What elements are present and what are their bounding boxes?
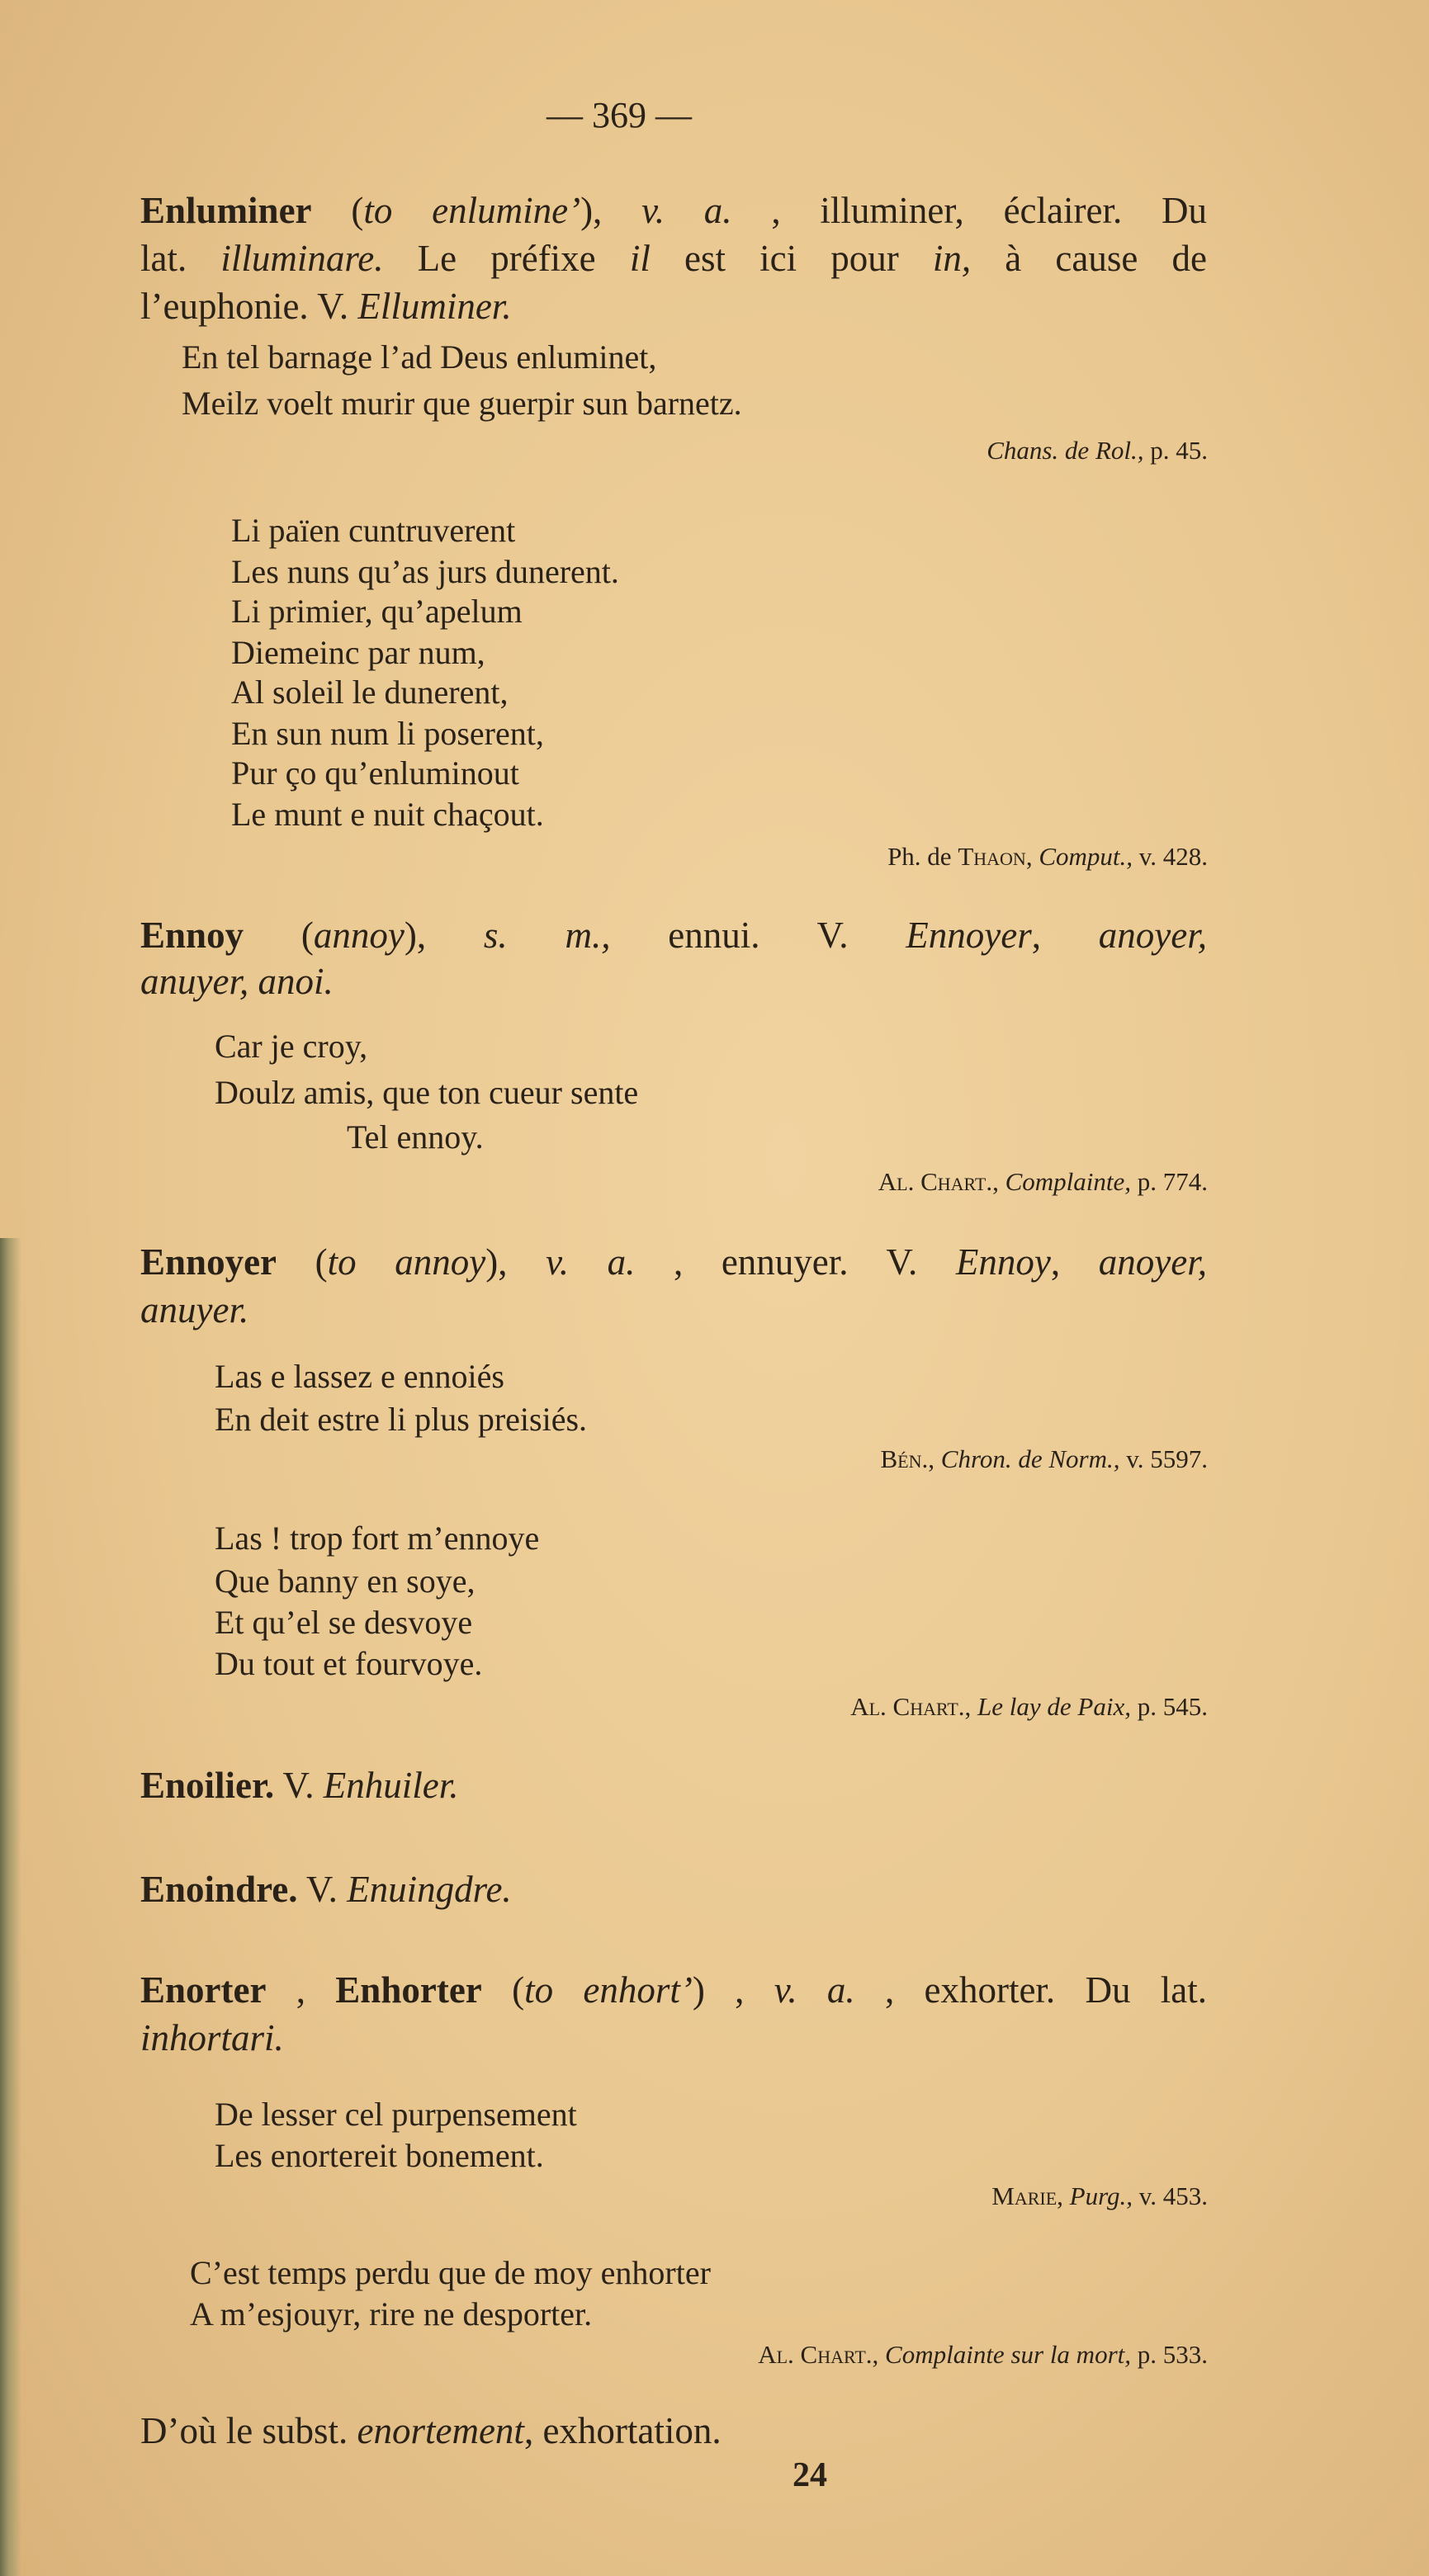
italic-text: Comput., <box>1039 842 1133 871</box>
text-segment: En sun num li poserent, <box>231 715 544 752</box>
text-segment: Le préfixe <box>383 238 630 279</box>
italic-text: Enhuiler. <box>323 1765 459 1806</box>
text-segment: , <box>992 1167 1006 1196</box>
text-segment: ennui. V. <box>610 915 906 956</box>
signature-mark: 24 <box>793 2456 827 2494</box>
citation-cite-1 <box>987 437 1208 463</box>
text-segment: Car je croy, <box>215 1028 368 1065</box>
text-segment: ( <box>311 190 364 231</box>
italic-text: Enuingdre. <box>347 1869 512 1910</box>
verse-line-verse-4-2 <box>215 1403 587 1436</box>
verse-line-verse-2-7 <box>231 754 519 792</box>
text-segment: D’où le subst. <box>140 2410 357 2451</box>
text-segment: , <box>964 1692 978 1721</box>
text-segment: V. <box>297 1869 348 1910</box>
text-segment: ( <box>244 915 314 956</box>
text-segment: , exhorter. Du lat. <box>854 1969 1207 2011</box>
text-segment: V. <box>274 1765 324 1806</box>
text-segment: est ici pour <box>650 238 933 279</box>
text-segment: lat. <box>140 238 221 279</box>
text-segment: Bén. <box>880 1444 929 1473</box>
page-number: — 369 — <box>547 95 692 135</box>
text-segment: , <box>1025 842 1039 871</box>
text-segment: Les nuns qu’as jurs dunerent. <box>231 553 619 590</box>
entry-line-enluminer-3 <box>140 288 1207 325</box>
citation-cite-4 <box>881 1446 1209 1472</box>
italic-text: Chron. de Norm., <box>940 1444 1120 1473</box>
text-segment: Et qu’el se desvoye <box>215 1604 473 1641</box>
italic-text: Purg., <box>1069 2181 1133 2210</box>
headword: Enorter <box>140 1969 267 2011</box>
text-segment: Tel ennoy. <box>347 1118 484 1156</box>
entry-line-enluminer-1 <box>140 192 1207 229</box>
text-segment: l’euphonie. V. <box>140 286 358 327</box>
verse-line-verse-2-8 <box>231 798 544 831</box>
italic-text: Complainte, <box>1005 1167 1131 1196</box>
text-segment: p. 45. <box>1143 436 1208 465</box>
verse-line-verse-1-1 <box>182 338 657 376</box>
verse-line-verse-5-2 <box>215 1562 476 1600</box>
headword: Ennoy <box>140 915 244 956</box>
italic-text: s. m., <box>483 915 611 956</box>
text-segment: v. 428. <box>1133 842 1208 871</box>
text-segment: Ph. de <box>887 842 958 871</box>
text-segment: Marie <box>991 2181 1058 2210</box>
text-segment: Du tout et fourvoye. <box>215 1645 483 1682</box>
text-segment: De lesser cel purpensement <box>215 2096 577 2133</box>
headword: Enoindre. <box>140 1869 298 1910</box>
italic-text: anuyer, anoi. <box>140 961 334 1002</box>
italic-text: to enhort’ <box>524 1969 693 2011</box>
italic-text: to enlumine’ <box>363 190 581 231</box>
text-segment: , ennuyer. V. <box>635 1241 956 1283</box>
text-segment: , <box>928 1444 941 1473</box>
entry-line-enoilier <box>140 1767 1207 1804</box>
text-segment: C’est temps perdu que de moy enhorter <box>190 2254 711 2291</box>
verse-line-verse-2-5 <box>231 676 508 709</box>
italic-text: Ennoy <box>955 1241 1051 1283</box>
text-segment: Les enortereit bonement. <box>215 2137 544 2174</box>
entry-line-enluminer-2 <box>140 240 1207 277</box>
text-segment: Diemeinc par num, <box>231 634 485 671</box>
text-segment: p. 545. <box>1131 1692 1208 1721</box>
entry-line-ennoy-1 <box>140 917 1207 954</box>
text-segment: Doulz amis, que ton cueur sente <box>215 1074 639 1111</box>
text-segment: , <box>266 1969 336 2011</box>
verse-line-verse-2-2 <box>231 555 619 588</box>
text-segment: v. 453. <box>1133 2181 1208 2210</box>
italic-text: Chans. de Rol., <box>987 436 1144 465</box>
italic-text: illuminare. <box>220 238 384 279</box>
italic-text: inhortari. <box>140 2017 284 2058</box>
text-segment: ) , <box>692 1969 774 2011</box>
verse-line-verse-7-2 <box>190 2295 593 2333</box>
verse-line-verse-5-3 <box>215 1606 472 1639</box>
book-binding-edge <box>0 1238 21 2576</box>
citation-cite-7 <box>758 2342 1208 2367</box>
verse-line-verse-5-4 <box>215 1647 482 1680</box>
entry-line-enorter-2 <box>140 2017 1207 2058</box>
text-segment: , <box>872 2340 886 2369</box>
entry-line-enoindre <box>140 1871 1207 1908</box>
headword: Enoilier. <box>140 1765 275 1806</box>
entry-line-ennoyer-1 <box>140 1241 1207 1283</box>
italic-text: anoyer, <box>1098 915 1208 956</box>
text-segment: Meilz voelt murir que guerpir sun barnetz. <box>182 385 742 422</box>
headword: Enluminer <box>140 190 312 231</box>
verse-line-verse-2-3 <box>231 595 523 628</box>
entry-line-subst <box>140 2410 1207 2451</box>
verse-line-verse-3-3 <box>347 1118 484 1156</box>
text-segment: Le munt e nuit chaçout. <box>231 796 544 833</box>
italic-text: to annoy <box>327 1241 486 1283</box>
verse-line-verse-2-1 <box>231 514 515 547</box>
text-segment: ), <box>404 915 484 956</box>
verse-line-verse-2-6 <box>231 717 544 750</box>
text-segment: , illuminer, éclairer. Du <box>731 190 1207 231</box>
text-segment: Li primier, qu’apelum <box>231 593 523 630</box>
verse-line-verse-6-2 <box>215 2139 544 2172</box>
verse-line-verse-3-2 <box>215 1076 638 1109</box>
text-segment: p. 533. <box>1131 2340 1208 2369</box>
citation-cite-5 <box>850 1694 1208 1719</box>
verse-line-verse-3-1 <box>215 1030 367 1063</box>
italic-text: v. a. <box>641 190 732 231</box>
text-segment: Al. Chart. <box>878 1167 993 1196</box>
text-segment: Que banny en soye, <box>215 1562 476 1600</box>
headword: Enhorter <box>335 1969 482 2011</box>
text-segment: Al. Chart. <box>758 2340 873 2369</box>
text-segment: Al soleil le dunerent, <box>231 674 509 711</box>
verse-line-verse-6-1 <box>215 2098 577 2131</box>
italic-text: v. a. <box>774 1969 855 2011</box>
verse-line-verse-1-2 <box>182 387 742 420</box>
italic-text: annoy <box>313 915 405 956</box>
text-segment: à cause de <box>971 238 1207 279</box>
text-segment: , <box>1057 2181 1070 2210</box>
text-segment: p. 774. <box>1131 1167 1208 1196</box>
text-segment: v. 5597. <box>1119 1444 1208 1473</box>
italic-text: anuyer. <box>140 1289 249 1331</box>
entry-line-enorter-1 <box>140 1969 1207 2011</box>
text-segment: En deit estre li plus preisiés. <box>215 1401 588 1438</box>
italic-text: Le lay de Paix, <box>977 1692 1131 1721</box>
entry-line-ennoyer-2 <box>140 1289 1207 1331</box>
text-segment: Las e lassez e ennoiés <box>215 1358 504 1395</box>
text-segment: ( <box>277 1241 328 1283</box>
entry-line-ennoy-2 <box>140 963 1207 1000</box>
headword: Ennoyer <box>140 1241 277 1283</box>
text-segment: ), <box>580 190 642 231</box>
text-segment: ( <box>481 1969 525 2011</box>
citation-cite-6 <box>991 2183 1208 2209</box>
text-segment: ), <box>485 1241 547 1283</box>
text-segment: En tel barnage l’ad Deus enluminet, <box>182 338 657 376</box>
citation-cite-2 <box>887 844 1208 869</box>
text-segment: , exhortation. <box>523 2410 722 2451</box>
text-segment: Li païen cuntruverent <box>231 512 516 549</box>
italic-text: v. a. <box>546 1241 636 1283</box>
text-segment: Pur ço qu’enluminout <box>231 754 519 792</box>
italic-text: in, <box>932 238 972 279</box>
text-segment: Las ! trop fort m’ennoye <box>215 1520 540 1557</box>
verse-line-verse-5-1 <box>215 1522 539 1555</box>
verse-line-verse-4-1 <box>215 1360 504 1393</box>
italic-text: Complainte sur la mort, <box>885 2340 1131 2369</box>
italic-text: enortement <box>357 2410 524 2451</box>
text-segment: Al. Chart. <box>850 1692 965 1721</box>
italic-text: il <box>629 238 651 279</box>
text-segment: Thaon <box>958 842 1026 871</box>
text-segment: A m’esjouyr, rire ne desporter. <box>190 2295 593 2333</box>
text-segment: , <box>1050 1241 1099 1283</box>
italic-text: Ennoyer <box>906 915 1032 956</box>
italic-text: anoyer, <box>1098 1241 1207 1283</box>
citation-cite-3 <box>878 1169 1208 1194</box>
verse-line-verse-2-4 <box>231 636 485 669</box>
text-segment: , <box>1031 915 1099 956</box>
italic-text: Elluminer. <box>357 286 512 327</box>
verse-line-verse-7-1 <box>190 2254 711 2291</box>
